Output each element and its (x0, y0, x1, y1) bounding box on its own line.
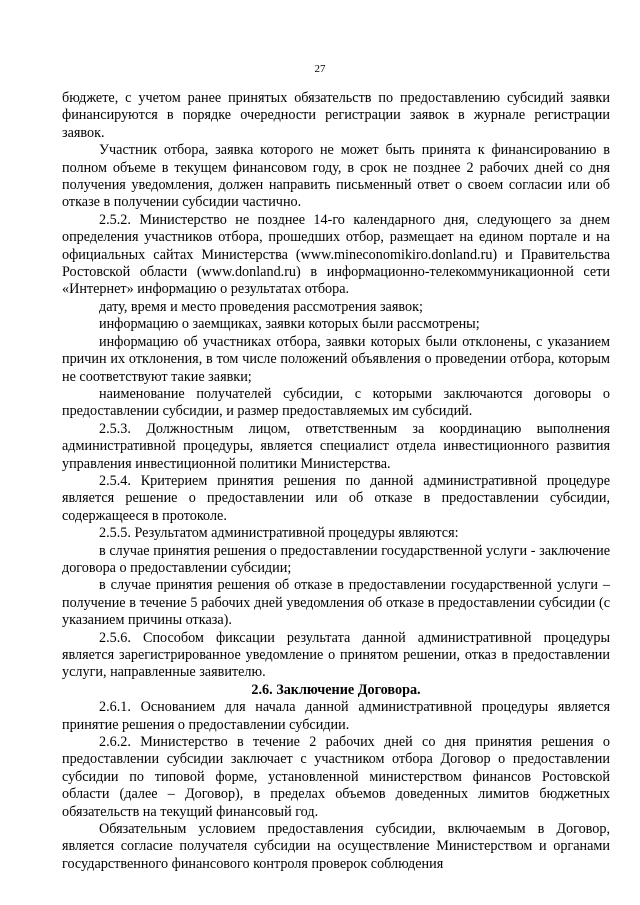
paragraph: 2.5.6. Способом фиксации результата данной административной процедуры является зарегистрированное уведомление о принятом решении, отказ в предоставлении услуги, направленные заявителю. (62, 629, 610, 681)
paragraph: 2.6.2. Министерство в течение 2 рабочих дней со дня принятия решения о предоставлении субсидии заключает с участником отбора Договор о предоставлении субсидии по типовой форме, установленной министерством финансов Ростовской области (далее – Договор), в пределах объемов доведенных лимитов бюджетных обязательств на текущий финансовый год. (62, 734, 610, 820)
paragraph: в случае принятия решения об отказе в предоставлении государственной услуги – получение в течение 5 рабочих дней уведомления об отказе в предоставлении субсидии (с указанием причины отказа). (62, 577, 610, 629)
paragraph: бюджете, с учетом ранее принятых обязательств по предоставлению субсидий заявки финансируются в порядке очередности регистрации заявок в журнале регистрации заявок. (62, 90, 610, 141)
paragraph: 2.5.5. Результатом административной процедуры являются: (99, 525, 459, 542)
paragraph: 2.6.1. Основанием для начала данной административной процедуры является принятие решения о предоставлении субсидии. (62, 699, 610, 733)
paragraph: 2.5.2. Министерство не позднее 14-го календарного дня, следующего за днем определения участников отбора, прошедших отбор, размещает на едином портале и на официальных сайтах Министерства (www.mineconomikiro.donland.ru) и Правительства Ростовской области (www.donland.ru) в информационно-телекоммуникационной сети «Интернет» информацию о результатах отбора. (62, 211, 610, 298)
paragraph: в случае принятия решения о предоставлении государственной услуги - заключение договора о предоставлении субсидии; (62, 542, 610, 576)
section-heading: 2.6. Заключение Договора. (251, 681, 421, 698)
paragraph: информацию о заемщиках, заявки которых были рассмотрены; (99, 316, 480, 333)
document-body (62, 90, 610, 873)
paragraph: дату, время и место проведения рассмотрения заявок; (99, 298, 423, 315)
paragraph: Обязательным условием предоставления субсидии, включаемым в Договор, является согласие получателя субсидии на осуществление Министерством и органами государственного финансового контроля проверок соблюдения (62, 821, 610, 872)
paragraph: наименование получателей субсидии, с которыми заключаются договоры о предоставлении субсидии, и размер предоставляемых им субсидий. (62, 385, 610, 420)
page-number: 27 (314, 63, 326, 75)
paragraph: 2.5.3. Должностным лицом, ответственным за координацию выполнения административной процедуры, является специалист отдела инвестиционного развития управления инвестиционной политики Министерства. (62, 420, 610, 472)
paragraph: информацию об участниках отбора, заявки которых были отклонены, с указанием причин их отклонения, в том числе положений объявления о проведении отбора, которым не соответствуют такие заявки; (62, 333, 610, 385)
paragraph: 2.5.4. Критерием принятия решения по данной административной процедуре является решение о предоставлении или об отказе в предоставлении субсидии, содержащееся в протоколе. (62, 472, 610, 524)
paragraph: Участник отбора, заявка которого не может быть принята к финансированию в полном объеме в текущем финансовом году, в срок не позднее 2 рабочих дней со дня получения уведомления, должен направить письменный ответ о своем согласии или об отказе в получении субсидии частично. (62, 142, 610, 211)
